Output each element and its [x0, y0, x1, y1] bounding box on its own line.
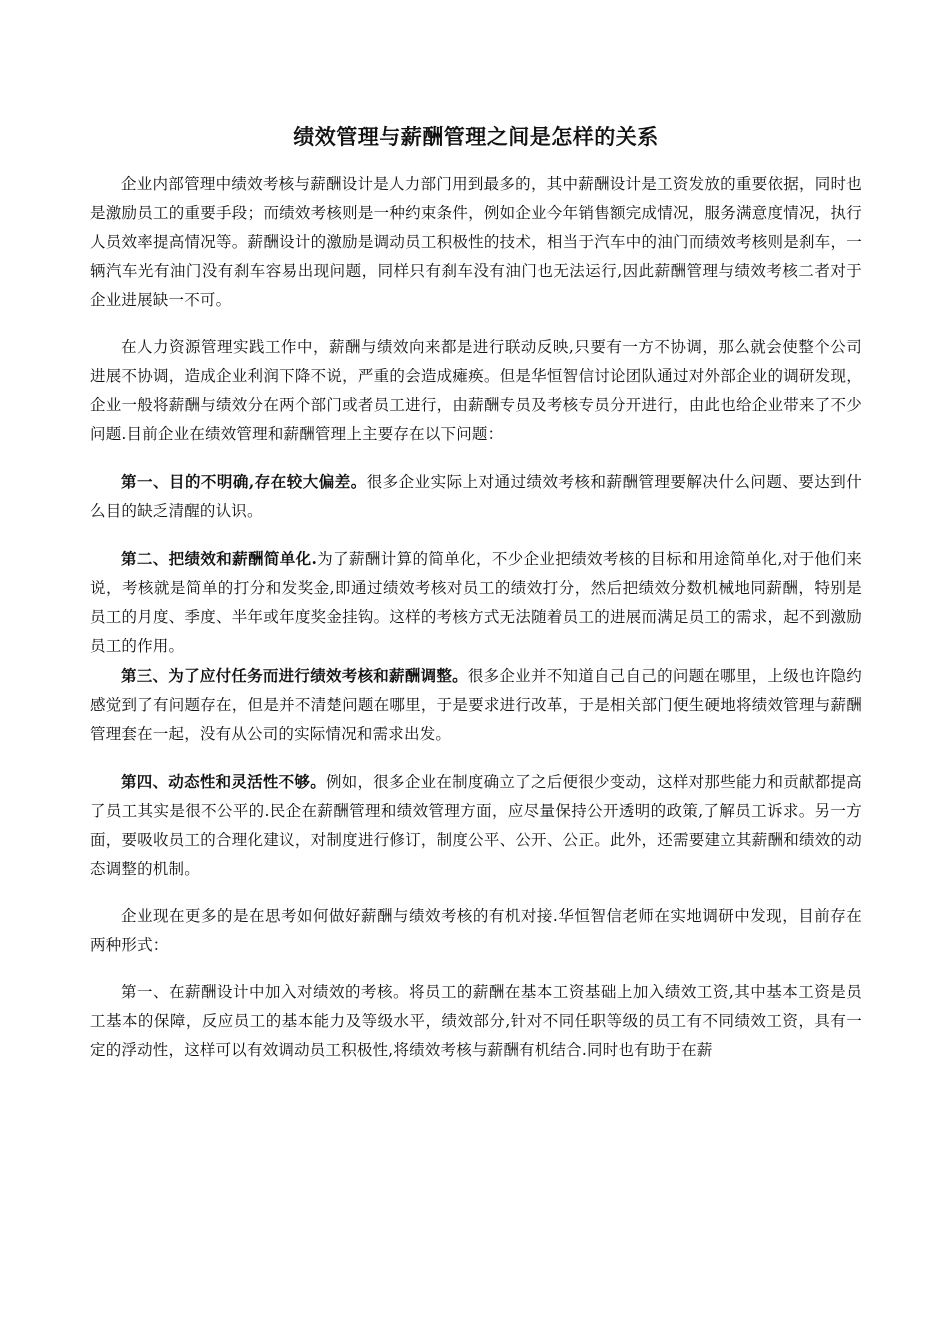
paragraph-problem-3 — [90, 661, 862, 749]
paragraph-text: 例如，很多企业在制度确立了之后便很少变动，这样对那些能力和贡献都提高了员工其实是很不公平的.民企在薪酬管理和绩效管理方面，应尽量保持公开透明的政策,了解员工诉求。另一方面，要吸收员工的合理化建议，对制度进行修订，制度公平、公开、公正。此外，还需要建立其薪酬和绩效的动态调整的机制。 — [90, 773, 862, 878]
paragraph-text: 企业现在更多的是在思考如何做好薪酬与绩效考核的有机对接.华恒智信老师在实地调研中发现，目前存在两种形式： — [90, 907, 862, 954]
paragraph-text: 在人力资源管理实践工作中，薪酬与绩效向来都是进行联动反映,只要有一方不协调，那么就会使整个公司进展不协调，造成企业利润下降不说，严重的会造成瘫痪。但是华恒智信讨论团队通过对外部企业的调研发现，企业一般将薪酬与绩效分在两个部门或者员工进行，由薪酬专员及考核专员分开进行，由此也给企业带来了不少问题.目前企业在绩效管理和薪酬管理上主要存在以下问题： — [90, 338, 862, 443]
paragraph-form-1 — [90, 978, 862, 1065]
paragraph-text: 企业内部管理中绩效考核与薪酬设计是人力部门用到最多的，其中薪酬设计是工资发放的重要依据，同时也是激励员工的重要手段；而绩效考核则是一种约束条件，例如企业今年销售额完成情况，服务满意度情况，执行人员效率提高情况等。薪酬设计的激励是调动员工积极性的技术，相当于汽车中的油门而绩效考核则是刹车，一辆汽车光有油门没有刹车容易出现问题，同样只有刹车没有油门也无法运行,因此薪酬管理与绩效考核二者对于企业进展缺一不可。 — [90, 175, 862, 309]
document-title: 绩效管理与薪酬管理之间是怎样的关系 — [293, 124, 659, 149]
paragraph-lead: 第一、目的不明确,存在较大偏差。 — [121, 472, 367, 491]
paragraph-problem-4 — [90, 767, 862, 884]
paragraph-lead: 第二、把绩效和薪酬简单化. — [121, 549, 318, 568]
paragraph-problem-1 — [90, 467, 862, 526]
paragraph-lead: 第三、为了应付任务而进行绩效考核和薪酬调整。 — [121, 666, 468, 685]
paragraph-lead: 第四、动态性和灵活性不够。 — [121, 772, 326, 791]
paragraph-forms-intro — [90, 902, 862, 960]
paragraph-text: 第一、在薪酬设计中加入对绩效的考核。将员工的薪酬在基本工资基础上加入绩效工资,其中基本工资是员工基本的保障，反应员工的基本能力及等级水平，绩效部分,针对不同任职等级的员工有不同绩效工资，具有一定的浮动性，这样可以有效调动员工积极性,将绩效考核与薪酬有机结合.同时也有助于在薪 — [90, 983, 862, 1059]
paragraph-intro — [90, 170, 862, 315]
paragraph-problem-2 — [90, 544, 862, 661]
paragraph-text: 很多企业实际上对通过绩效考核和薪酬管理要解决什么问题、要达到什么目的缺乏清醒的认识。 — [90, 473, 862, 520]
paragraph-text: 为了薪酬计算的简单化，不少企业把绩效考核的目标和用途简单化,对于他们来说，考核就是简单的打分和发奖金,即通过绩效考核对员工的绩效打分，然后把绩效分数机械地同薪酬，特别是员工的月度、季度、半年或年度奖金挂钩。这样的考核方式无法随着员工的进展而满足员工的需求，起不到激励员工的作用。 — [90, 550, 862, 655]
paragraph-practice — [90, 333, 862, 449]
paragraph-text: 很多企业并不知道自己自己的问题在哪里，上级也许隐约感觉到了有问题存在，但是并不清楚问题在哪里，于是要求进行改革，于是相关部门便生硬地将绩效管理与薪酬管理套在一起，没有从公司的实际情况和需求出发。 — [90, 667, 862, 743]
